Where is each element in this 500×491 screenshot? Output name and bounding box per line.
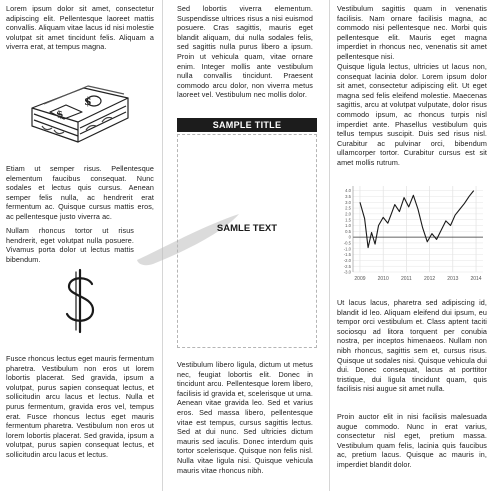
paragraph-intro: Lorem ipsum dolor sit amet, consectetur adipiscing elit. Pellentesque laoreet mattis convallis. Aliquam vitae lacus id nisi molestie volutpat sit amet tincidunt felis. Aliquam a viverra erat, at tempus magna. <box>6 4 154 52</box>
series-line <box>360 191 474 248</box>
paragraph-etiam: Etiam ut semper risus. Pellentesque elementum faucibus consequat. Nunc sodales et lectus quis cursus. Aenean semper felis nulla, ac hendrerit erat fermentum ac. Quisque cursus mattis eros, ac pellentesque justo viverra ac. <box>6 164 154 221</box>
y-tick-label: -1.5 <box>343 252 351 258</box>
y-tick-label: 0 <box>348 234 351 240</box>
y-tick-label: 1.5 <box>345 217 351 223</box>
left-column <box>6 0 154 491</box>
y-tick-label: 3.0 <box>345 199 351 205</box>
y-tick-label: 2.0 <box>345 211 351 217</box>
y-tick-label: -0.5 <box>343 240 351 246</box>
x-tick-label: 2011 <box>401 276 412 282</box>
y-tick-label: 0.5 <box>345 228 351 234</box>
y-tick-label: 1.0 <box>345 223 351 229</box>
paragraph-vestibulum-libero: Vestibulum libero ligula, dictum ut metus nec, feugiat lobortis elit. Donec in tincidunt arcu. Pellentesque lorem libero, facilisis id gravida et, scelerisque ut urna. Aenean vitae gravida leo. Sed et varius eros. Sed massa libero, pellentesque vitae est tempus, cursus sagittis lectus. Sed at dui nunc. Sed ultricies dictum mauris sed iaculis. Donec interdum quis tortor scelerisque. Quisque non felis nisl. Nulla vitae ligula nisi. Quisque vehicula mauris vitae rhoncus nibh. <box>177 360 313 475</box>
right-column <box>337 0 487 491</box>
paragraph-ut-lacus: Ut lacus lacus, pharetra sed adipiscing id, blandit id leo. Aliquam eleifend dui ipsum, eu tempor orci vestibulum et. Class aptent taciti sociosqu ad litora torquent per conubia nostra, per inceptos himenaeos. Nullam non nibh rhoncus, sagittis sem et, cursus risus. Quisque ut sodales nisi. Quisque vehicula dui dui. Donec consequat, lacus at porttitor tristique, dui ligula tincidunt quam, quis facilisis nisi augue sit amet nulla. <box>337 298 487 394</box>
x-tick-label: 2014 <box>470 276 482 282</box>
dollar-sign-icon <box>62 268 100 334</box>
column-divider <box>329 0 330 491</box>
middle-column <box>171 0 319 491</box>
y-tick-label: -2.5 <box>343 263 351 269</box>
y-tick-label: -1.0 <box>343 246 351 252</box>
y-tick-label: -3.0 <box>343 269 351 275</box>
paragraph-nullam: Nullam rhoncus tortor ut risus hendrerit, eget volutpat nulla posuere. Vivamus porta dolor ut lectus mattis bibendum. <box>6 226 134 264</box>
y-tick-label: -2.0 <box>343 257 351 263</box>
x-tick-label: 2009 <box>354 276 366 282</box>
paragraph-proin: Proin auctor elit in nisi facilisis malesuada augue commodo. Nunc in erat varius, consectetur nisl eget, pretium massa. Vestibulum quam felis, lacinia quis faucibus ac, pretium lacus. Quisque ac mauris in, imperdiet blandit dolor. <box>337 412 487 469</box>
svg-text:$: $ <box>84 95 92 108</box>
sample-text-label: SAMLE TEXT <box>216 223 278 234</box>
sample-title-banner: SAMPLE TITLE <box>177 118 317 132</box>
paragraph-vestibulum-sagittis: Vestibulum sagittis quam in venenatis facilisis. Nam ornare facilisis magna, ac commodo nisi pellentesque nec. Morbi quis pellentesque elit. Mauris eget magna imperdiet in rhoncus nec, venenatis sit amet pellentesque nisi. <box>337 4 487 61</box>
svg-text:$: $ <box>55 108 65 121</box>
x-tick-label: 2010 <box>377 276 389 282</box>
paragraph-quisque: Quisque ligula lectus, ultricies ut lacus non, consequat lacinia dolor. Lorem ipsum dolor sit amet, consectetur adipiscing elit. Ut eget magna sed felis eleifend molestie. Maecenas sagittis, arcu at volutpat vulputate, dolor risus commodo ipsum, ac rhoncus turpis nisl imperdiet ante. Phasellus vestibulum quis tellus tempus suscipit. Duis sed risus nisl. Curabitur ac pulvinar orci, bibendum ullamcorper tortor. Curabitur cursus est sit amet mollis rutrum. <box>337 62 487 167</box>
line-chart <box>337 184 487 286</box>
y-tick-label: 4.0 <box>345 188 351 194</box>
x-tick-label: 2013 <box>447 276 459 282</box>
y-tick-label: 2.5 <box>345 205 351 211</box>
y-tick-label: 3.5 <box>345 194 351 200</box>
paragraph-fusce: Fusce rhoncus lectus eget mauris fermentum pharetra. Vestibulum non eros ut lorem lobortis placerat. Sed gravida, ipsum a volutpat, purus sapien consequat lectus, et sollicitudin arcu lacus et lectus. Nulla et purus fermentum, gravida eros vel, tempus erat. Fusce rhoncus lectus eget mauris fermentum pharetra. Vestibulum non eros ut lorem lobortis placerat. Sed gravida, ipsum a volutpat, purus sapien consequat lectus, et sollicitudin arcu lacus et lectus. <box>6 354 155 459</box>
x-tick-label: 2012 <box>424 276 436 282</box>
money-stack-icon <box>24 68 136 152</box>
paragraph-sed-lobortis: Sed lobortis viverra elementum. Suspendisse ultrices risus a nisi euismod posuere. Cras sagittis, mauris eget blandit aliquam, dui nulla sodales felis, sed sagittis nulla purus libero a ipsum. Proin ut vehicula quam, vitae ornare enim. Integer mollis ante vestibulum nulla convallis tincidunt. Praesent commodo arcu dolor, non viverra metus laoreet vel. Vestibulum nec mollis dolor. <box>177 4 313 100</box>
sample-text-box <box>177 134 317 348</box>
